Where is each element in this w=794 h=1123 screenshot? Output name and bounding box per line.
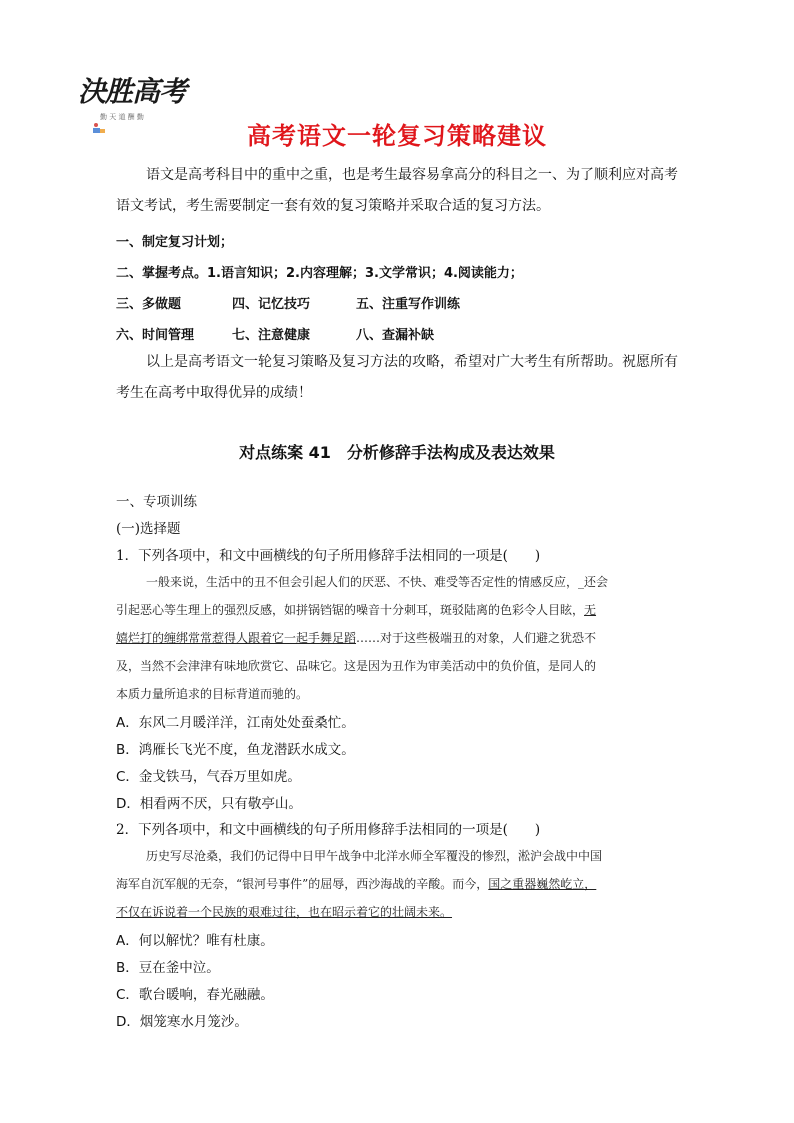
q1-option-b: B．鸿雁长飞光不度，鱼龙潜跃水成文。 (116, 742, 355, 758)
q1-option-a: A．东风二月暖洋洋，江南处处蚕桑忙。 (116, 715, 355, 731)
intro-line-2: 语文考试，考生需要制定一套有效的复习策略并采取合适的复习方法。 (116, 198, 550, 214)
q2-underlined-start: 国之重器巍然屹立， (488, 877, 597, 891)
strategy-item-1: 一、制定复习计划； (116, 235, 234, 250)
section-heading: 一、专项训练 (116, 494, 197, 510)
q2-option-d: D．烟笼寒水月笼沙。 (116, 1014, 248, 1030)
q1-passage-line-1: 一般来说，生活中的丑不但会引起人们的厌恶、不快、难受等否定性的情感反应，_还会 (146, 575, 609, 589)
question-2-stem: 2．下列各项中，和文中画横线的句子所用修辞手法相同的一项是( ) (116, 822, 541, 838)
q2-option-a: A．何以解忧？唯有杜康。 (116, 933, 274, 949)
q1-passage-line-4: 及，当然不会津津有味地欣赏它、品味它。这是因为丑作为审美活动中的负价值，是同人的 (116, 659, 597, 673)
q2-option-b: B．豆在釜中泣。 (116, 960, 220, 976)
q2-underlined-sentence: 不仅在诉说着一个民族的艰难过往，也在昭示着它的壮阔未来。 (116, 905, 453, 919)
intro-line-1: 语文是高考科目中的重中之重，也是考生最容易拿高分的科目之一、为了顺利应对高考 (146, 167, 678, 183)
strategy-item-3c: 五、注重写作训练 (356, 297, 461, 312)
strategy-item-4a: 六、时间管理 (116, 328, 195, 343)
q1-option-c: C．金戈铁马，气吞万里如虎。 (116, 769, 301, 785)
strategy-item-4c: 八、查漏补缺 (356, 328, 435, 343)
q1-passage-line-2-text: 引起恶心等生理上的强烈反感，如拼锅铛锯的噪音十分刺耳，斑驳陆离的色彩令人目眩， (116, 603, 585, 617)
strategy-item-3b: 四、记忆技巧 (232, 297, 311, 312)
logo-subtitle: 勤 天 道 酬 勤 (100, 113, 144, 121)
q1-option-d: D．相看两不厌，只有敬亭山。 (116, 796, 302, 812)
closing-line-1: 以上是高考语文一轮复习策略及复习方法的攻略，希望对广大考生有所帮助。祝愿所有 (146, 354, 678, 370)
subsection-heading: (一)选择题 (116, 521, 181, 537)
q1-passage-line-3-rest: ……对于这些极端丑的对象，人们避之犹恐不 (356, 631, 597, 645)
page-title: 高考语文一轮复习策略建议 (247, 122, 547, 150)
strategy-item-2: 二、掌握考点。1.语言知识；2.内容理解；3.文学常识；4.阅读能力； (116, 266, 523, 281)
closing-line-2: 考生在高考中取得优异的成绩！ (116, 385, 312, 401)
q1-underlined-start: 无 (584, 603, 597, 617)
strategy-item-3a: 三、多做题 (116, 297, 182, 312)
strategy-item-4b: 七、注意健康 (232, 328, 311, 343)
q2-passage-line-1: 历史写尽沧桑，我们仍记得中日甲午战争中北洋水师全军覆没的惨烈，淞沪会战中中国 (146, 849, 603, 863)
logo-text: 決胜高考 (78, 75, 187, 108)
q1-passage-line-5: 本质力量所追求的目标背道而驰的。 (116, 687, 309, 701)
q2-passage-line-3 (116, 903, 452, 920)
q1-passage-line-2 (116, 601, 596, 618)
q2-passage-line-2-text: 海军自沉军舰的无奈，“银河号事件”的屈辱，西沙海战的辛酸。而今， (116, 877, 489, 891)
question-1-stem: 1．下列各项中，和文中画横线的句子所用修辞手法相同的一项是( ) (116, 548, 541, 564)
q2-option-c: C．歌台暖响，春光融融。 (116, 987, 274, 1003)
q2-passage-line-2 (116, 875, 596, 892)
q1-underlined-sentence: 嬉烂打的缠绑常常惹得人跟着它一起手舞足蹈 (116, 631, 357, 645)
q1-passage-line-3 (116, 629, 596, 646)
exercise-title: 对点练案 41 分析修辞手法构成及表达效果 (239, 443, 555, 462)
